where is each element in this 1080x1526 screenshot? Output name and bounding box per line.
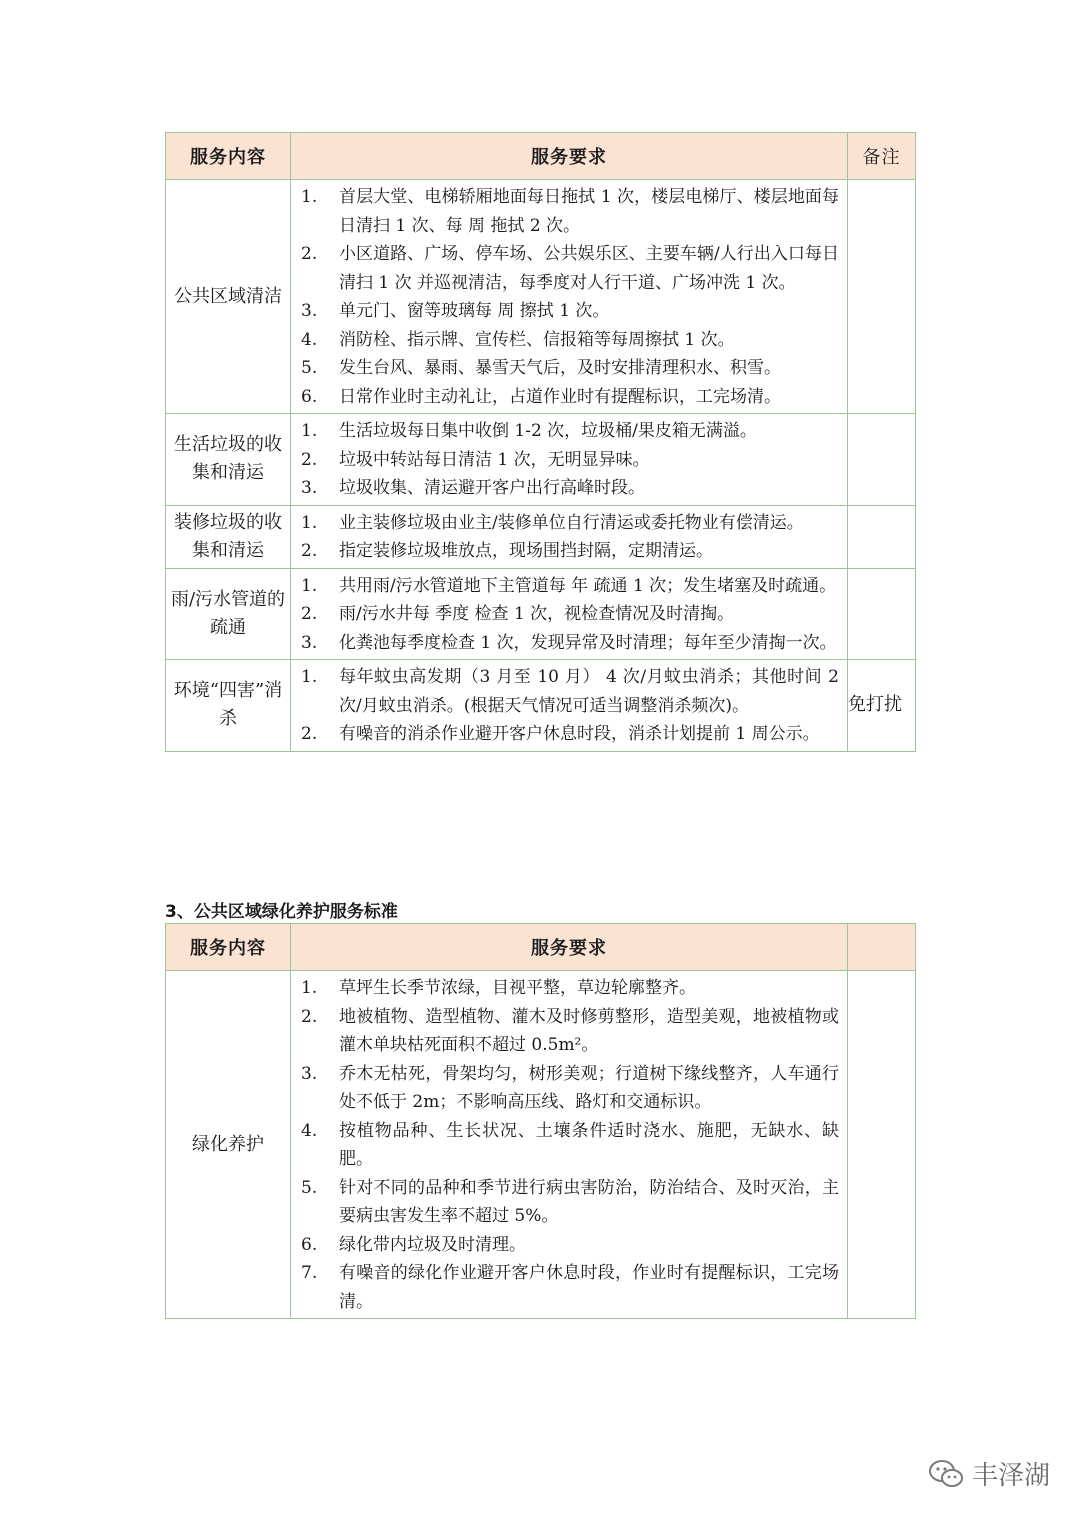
list-item xyxy=(291,1060,839,1117)
list-item xyxy=(291,354,839,383)
list-item xyxy=(291,417,839,446)
wechat-icon xyxy=(928,1459,964,1489)
item-number: 1. xyxy=(301,187,318,207)
header-notes: 备注 xyxy=(848,133,916,180)
row-category: 生活垃圾的收集和清运 xyxy=(166,414,291,506)
header-content: 服务内容 xyxy=(166,133,291,180)
section-heading: 3、公共区域绿化养护服务标准 xyxy=(165,902,398,922)
list-item xyxy=(291,600,839,629)
service-table-1 xyxy=(165,132,916,752)
item-text: 每年蚊虫高发期（3 月至 10 月） 4 次/月蚊虫消杀；其他时间 2 次/月蚊虫消杀。(根据天气情况可适当调整消杀频次)。 xyxy=(339,667,839,716)
row-category: 雨/污水管道的疏通 xyxy=(166,568,291,660)
item-text: 化粪池每季度检查 1 次，发现异常及时清理；每年至少清掏一次。 xyxy=(339,632,837,653)
item-number: 1. xyxy=(301,575,318,596)
row-notes: 免打扰 xyxy=(848,660,916,752)
row-notes xyxy=(848,568,916,660)
list-item xyxy=(291,663,839,720)
item-number: 6. xyxy=(301,386,318,407)
requirement-list xyxy=(291,660,847,751)
list-item xyxy=(291,446,839,475)
header-requirements: 服务要求 xyxy=(291,133,848,180)
item-text: 首层大堂、电梯轿厢地面每日拖拭 1 次，楼层电梯厅、楼层地面每日清扫 1 次、每 周 拖拭 2 次。 xyxy=(339,187,839,236)
row-notes xyxy=(848,505,916,568)
row-requirements xyxy=(291,971,848,1319)
item-text: 草坪生长季节浓绿，目视平整，草边轮廓整齐。 xyxy=(339,978,696,998)
item-number: 3. xyxy=(301,632,318,653)
item-text: 针对不同的品种和季节进行病虫害防治，防治结合、及时灭治，主要病虫害发生率不超过 5%。 xyxy=(339,1177,839,1226)
list-item xyxy=(291,1003,839,1060)
item-number: 6. xyxy=(301,1234,318,1255)
item-number: 5. xyxy=(301,358,318,378)
table-header-row xyxy=(166,924,916,971)
item-number: 4. xyxy=(301,1120,318,1141)
header-requirements: 服务要求 xyxy=(291,924,848,971)
item-text: 有噪音的绿化作业避开客户休息时段，作业时有提醒标识，工完场清。 xyxy=(339,1263,839,1312)
item-text: 垃圾收集、清运避开客户出行高峰时段。 xyxy=(339,478,645,498)
table-header-row xyxy=(166,133,916,180)
watermark xyxy=(928,1455,1050,1492)
list-item xyxy=(291,297,839,326)
item-number: 2. xyxy=(301,724,318,744)
item-text: 业主装修垃圾由业主/装修单位自行清运或委托物业有偿清运。 xyxy=(339,512,804,533)
table-row xyxy=(166,660,916,752)
table-row xyxy=(166,505,916,568)
item-text: 地被植物、造型植物、灌木及时修剪整形，造型美观，地被植物或灌木单块枯死面积不超过 0.5m²。 xyxy=(339,1006,839,1055)
list-item xyxy=(291,629,839,658)
item-number: 7. xyxy=(301,1263,318,1283)
row-requirements xyxy=(291,414,848,506)
list-item xyxy=(291,474,839,503)
row-notes xyxy=(848,971,916,1319)
row-requirements xyxy=(291,660,848,752)
item-text: 乔木无枯死，骨架均匀，树形美观；行道树下缘线整齐，人车通行处不低于 2m；不影响高压线、路灯和交通标识。 xyxy=(339,1063,839,1112)
row-category: 公共区域清洁 xyxy=(166,180,291,414)
table-row xyxy=(166,414,916,506)
requirement-list xyxy=(291,414,847,505)
requirement-list xyxy=(291,506,847,568)
watermark-text: 丰泽湖 xyxy=(972,1461,1051,1491)
list-item xyxy=(291,1174,839,1231)
item-number: 2. xyxy=(301,541,318,561)
item-number: 1. xyxy=(301,421,318,441)
header-notes xyxy=(848,924,916,971)
item-text: 发生台风、暴雨、暴雪天气后，及时安排清理积水、积雪。 xyxy=(339,358,781,378)
item-number: 4. xyxy=(301,329,318,350)
row-notes xyxy=(848,414,916,506)
item-text: 生活垃圾每日集中收倒 1-2 次，垃圾桶/果皮箱无满溢。 xyxy=(339,421,757,441)
list-item xyxy=(291,240,839,297)
item-number: 1. xyxy=(301,667,318,687)
item-number: 3. xyxy=(301,1063,318,1084)
list-item xyxy=(291,326,839,355)
requirement-list xyxy=(291,971,847,1318)
item-number: 2. xyxy=(301,449,318,470)
item-number: 2. xyxy=(301,244,318,264)
item-text: 单元门、窗等玻璃每 周 擦拭 1 次。 xyxy=(339,301,610,321)
list-item xyxy=(291,509,839,538)
list-item xyxy=(291,537,839,566)
item-text: 有噪音的消杀作业避开客户休息时段，消杀计划提前 1 周公示。 xyxy=(339,724,820,744)
item-number: 3. xyxy=(301,478,318,498)
item-text: 绿化带内垃圾及时清理。 xyxy=(339,1234,526,1255)
table-row xyxy=(166,568,916,660)
item-number: 1. xyxy=(301,978,318,998)
list-item xyxy=(291,1259,839,1316)
header-content: 服务内容 xyxy=(166,924,291,971)
item-text: 日常作业时主动礼让，占道作业时有提醒标识，工完场清。 xyxy=(339,386,781,407)
list-item xyxy=(291,974,839,1003)
requirement-list xyxy=(291,180,847,413)
item-text: 雨/污水井每 季度 检查 1 次，视检查情况及时清掏。 xyxy=(339,604,735,624)
item-text: 消防栓、指示牌、宣传栏、信报箱等每周擦拭 1 次。 xyxy=(339,329,735,350)
row-category: 绿化养护 xyxy=(166,971,291,1319)
list-item xyxy=(291,1231,839,1260)
list-item xyxy=(291,383,839,412)
item-number: 1. xyxy=(301,512,318,533)
item-number: 3. xyxy=(301,301,318,321)
list-item xyxy=(291,1117,839,1174)
item-number: 2. xyxy=(301,604,318,624)
item-text: 指定装修垃圾堆放点，现场围挡封隔，定期清运。 xyxy=(339,541,713,561)
item-text: 小区道路、广场、停车场、公共娱乐区、主要车辆/人行出入口每日清扫 1 次 并巡视清洁，每季度对人行干道、广场冲洗 1 次。 xyxy=(339,244,839,293)
table-row xyxy=(166,971,916,1319)
item-number: 2. xyxy=(301,1006,318,1027)
table-row xyxy=(166,180,916,414)
list-item xyxy=(291,720,839,749)
row-requirements xyxy=(291,505,848,568)
list-item xyxy=(291,183,839,240)
row-notes xyxy=(848,180,916,414)
item-number: 5. xyxy=(301,1177,318,1198)
item-text: 按植物品种、生长状况、土壤条件适时浇水、施肥，无缺水、缺肥。 xyxy=(339,1120,839,1169)
requirement-list xyxy=(291,569,847,660)
row-requirements xyxy=(291,180,848,414)
row-requirements xyxy=(291,568,848,660)
row-category: 装修垃圾的收集和清运 xyxy=(166,505,291,568)
item-text: 垃圾中转站每日清洁 1 次，无明显异味。 xyxy=(339,449,650,470)
service-table-2 xyxy=(165,923,916,1319)
row-category: 环境“四害”消杀 xyxy=(166,660,291,752)
list-item xyxy=(291,572,839,601)
item-text: 共用雨/污水管道地下主管道每 年 疏通 1 次；发生堵塞及时疏通。 xyxy=(339,575,837,596)
